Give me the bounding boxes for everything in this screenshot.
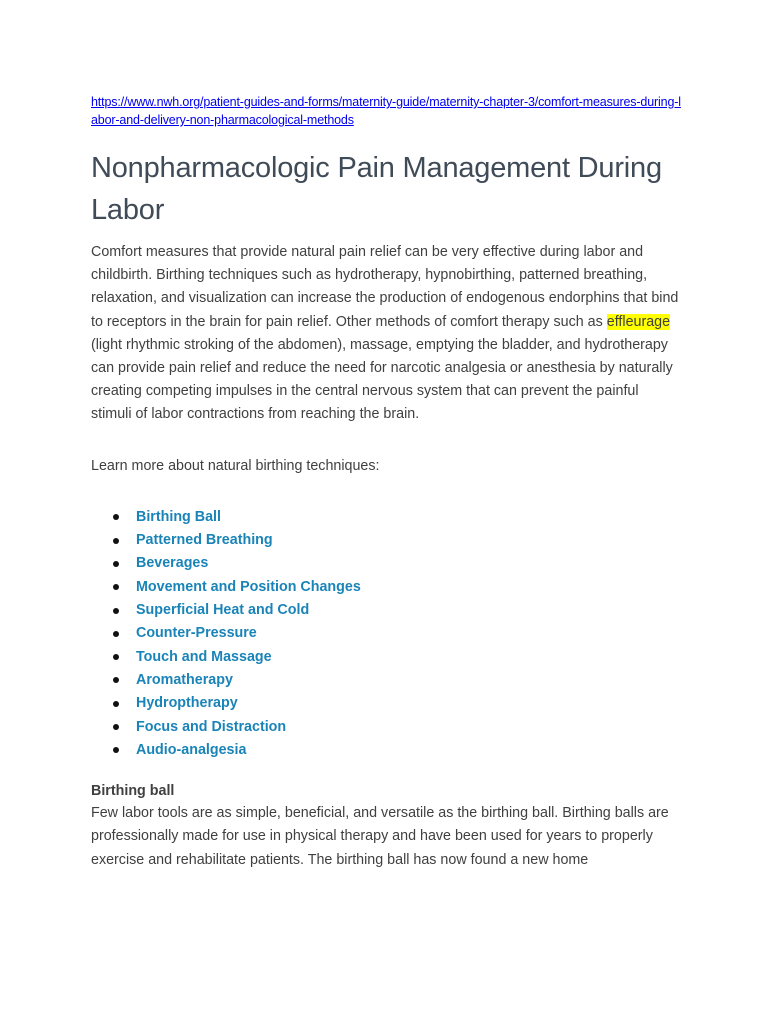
bullet-icon xyxy=(113,561,119,567)
technique-label[interactable]: Aromatherapy xyxy=(136,671,233,688)
source-url-link[interactable]: https://www.nwh.org/patient-guides-and-forms/maternity-guide/maternity-chapter-3/comfort-measures-during-labor-and-delivery-non-pharmacological-methods xyxy=(91,95,681,127)
technique-link-superficial-heat-cold[interactable] xyxy=(91,599,681,622)
intro-text-after: (light rhythmic stroking of the abdomen), massage, emptying the bladder, and hydrotherapy can provide pain relief and reduce the need for narcotic analgesia or anesthesia by naturally creating competing impulses in the central nervous system that can prevent the painful stimuli of labor contractions from reaching the brain. xyxy=(91,336,673,423)
technique-label[interactable]: Movement and Position Changes xyxy=(136,578,361,595)
technique-label[interactable]: Touch and Massage xyxy=(136,648,272,665)
intro-paragraph xyxy=(91,241,681,427)
bullet-icon xyxy=(113,631,119,637)
bullet-icon xyxy=(113,608,119,614)
technique-link-beverages[interactable] xyxy=(91,552,681,575)
birthing-ball-paragraph: Few labor tools are as simple, beneficial, and versatile as the birthing ball. Birthing balls are professionally made for use in physical therapy and have been used for years to properly exercise and rehabilitate patients. The birthing ball has now found a new home xyxy=(91,805,669,868)
technique-label[interactable]: Hydroptherapy xyxy=(136,695,238,712)
bullet-icon xyxy=(113,701,119,707)
technique-label[interactable]: Beverages xyxy=(136,555,209,572)
technique-link-touch-massage[interactable] xyxy=(91,646,681,669)
techniques-list xyxy=(91,506,681,762)
bullet-icon xyxy=(113,654,119,660)
technique-link-hydrotherapy[interactable] xyxy=(91,692,681,715)
technique-link-counter-pressure[interactable] xyxy=(91,622,681,645)
technique-link-focus-distraction[interactable] xyxy=(91,716,681,739)
page-title: Nonpharmacologic Pain Management During Labor xyxy=(91,152,662,226)
technique-link-birthing-ball[interactable] xyxy=(91,506,681,529)
technique-link-aromatherapy[interactable] xyxy=(91,669,681,692)
document-page xyxy=(91,93,681,872)
birthing-ball-heading: Birthing ball xyxy=(91,783,175,800)
bullet-icon xyxy=(113,724,119,730)
bullet-icon xyxy=(113,538,119,544)
technique-link-audio-analgesia[interactable] xyxy=(91,739,681,762)
technique-label[interactable]: Birthing Ball xyxy=(136,508,221,525)
technique-label[interactable]: Audio-analgesia xyxy=(136,741,247,758)
bullet-icon xyxy=(113,677,119,683)
technique-label[interactable]: Counter-Pressure xyxy=(136,625,257,642)
bullet-icon xyxy=(113,747,119,753)
bullet-icon xyxy=(113,514,119,520)
technique-label[interactable]: Patterned Breathing xyxy=(136,532,273,549)
technique-link-patterned-breathing[interactable] xyxy=(91,529,681,552)
technique-label[interactable]: Focus and Distraction xyxy=(136,718,287,735)
intro-text-before: Comfort measures that provide natural pain relief can be very effective during labor and childbirth. Birthing techniques such as hydrotherapy, hypnobirthing, patterned breathing, relaxation, and visualization can increase the production of endogenous endorphins that bind to receptors in the brain for pain relief. Other methods of comfort therapy such as xyxy=(91,244,679,330)
highlighted-term-effleurage: effleurage xyxy=(606,313,671,330)
technique-link-movement-position-changes[interactable] xyxy=(91,576,681,599)
technique-label[interactable]: Superficial Heat and Cold xyxy=(136,602,310,619)
bullet-icon xyxy=(113,584,119,590)
learn-more-text: Learn more about natural birthing techniques: xyxy=(91,457,380,474)
